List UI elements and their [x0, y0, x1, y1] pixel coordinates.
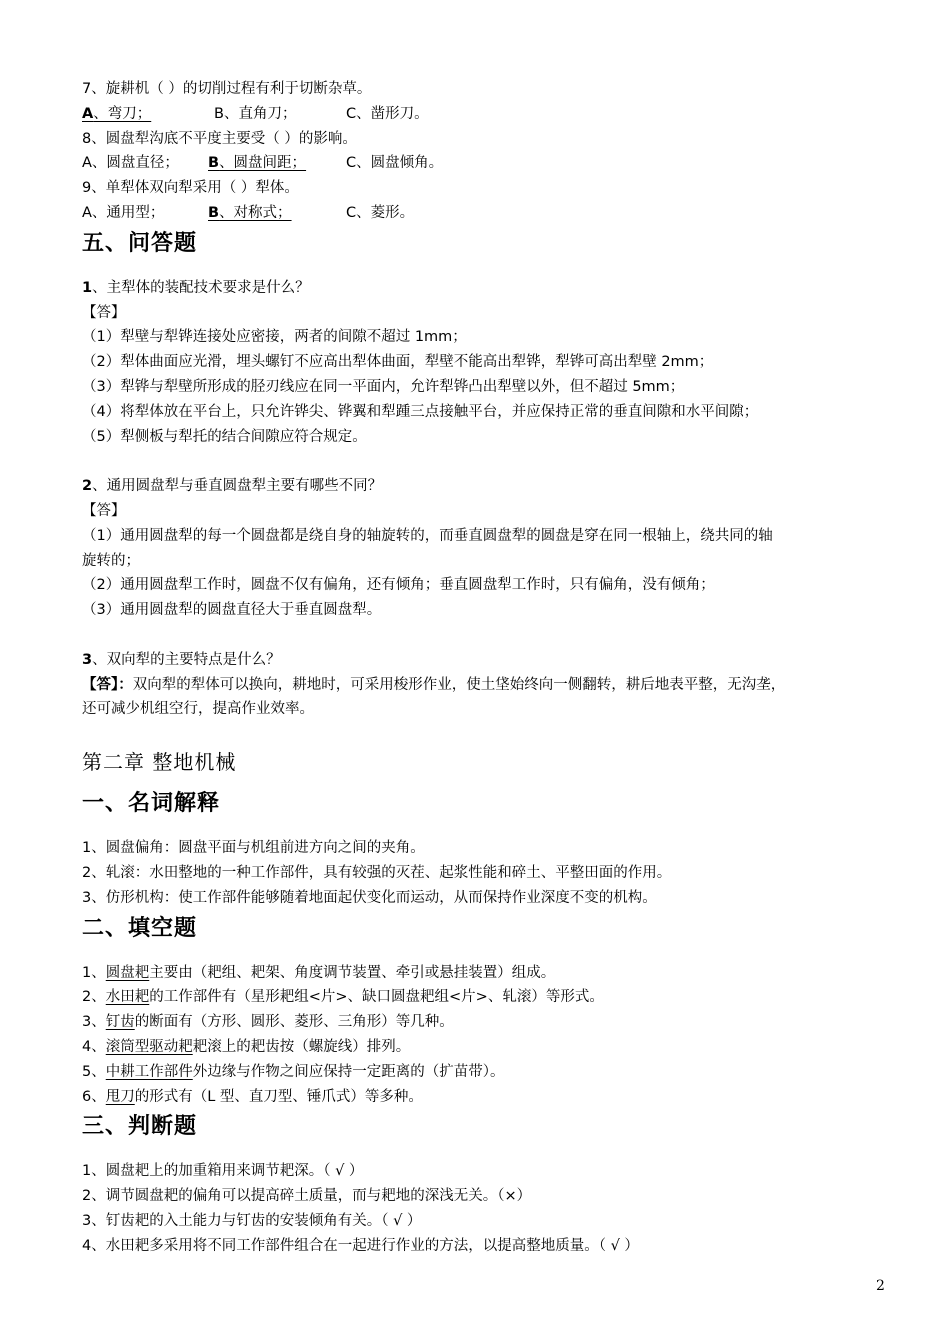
qa-answer-1-item: （3）犁铧与犁壁所形成的胫刃线应在同一平面内，允许犁铧凸出犁壁以外，但不超过 5mm；: [82, 378, 685, 395]
qa-question-2: 2、通用圆盘犁与垂直圆盘犁主要有哪些不同？: [82, 478, 383, 495]
term-item: 2、轧滚：水田整地的一种工作部件，具有较强的灭茬、起浆性能和碎土、平整田面的作用。: [82, 864, 672, 881]
judge-item: 3、钉齿耙的入土能力与钉齿的安装倾角有关。（ √ ）: [82, 1212, 422, 1229]
qa-question-3: 3、双向犁的主要特点是什么？: [82, 651, 281, 668]
judge-item: 4、水田耙多采用将不同工作部件组合在一起进行作业的方法，以提高整地质量。（ √ ）: [82, 1237, 639, 1254]
qa-answer-2-item: （1）通用圆盘犁的每一个圆盘都是绕自身的轴旋转的，而垂直圆盘犁的圆盘是穿在同一根轴上，绕共同的轴: [82, 527, 773, 544]
q8-stem: 8、圆盘犁沟底不平度主要受（ ）的影响。: [82, 130, 357, 147]
q9-option-a: A、通用型；: [82, 204, 165, 221]
term-item: 3、仿形机构：使工作部件能够随着地面起伏变化而运动，从而保持作业深度不变的机构。: [82, 889, 657, 906]
q7-option-a: A、弯刀；: [82, 105, 152, 122]
qa-answer-1-item: （4）将犁体放在平台上，只允许铧尖、铧翼和犁踵三点接触平台，并应保持正常的垂直间隙和水平间隙；: [82, 403, 759, 420]
q8-option-b: B、圆盘间距；: [208, 155, 307, 172]
section-heading-fill: 二、填空题: [82, 915, 198, 941]
section-heading-terms: 一、名词解释: [82, 791, 221, 817]
section-heading-qa: 五、问答题: [82, 230, 198, 256]
q9-option-b: B、对称式；: [208, 204, 292, 221]
section-heading-judge: 三、判断题: [82, 1114, 198, 1140]
term-item: 1、圆盘偏角：圆盘平面与机组前进方向之间的夹角。: [82, 840, 425, 857]
q7-stem: 7、旋耕机（ ）的切削过程有利于切断杂草。: [82, 81, 372, 97]
fill-item: 4、滚筒型驱动耙耙滚上的耙齿按（螺旋线）排列。: [82, 1038, 411, 1055]
q8-option-c: C、圆盘倾角。: [346, 155, 444, 172]
qa-answer-label-2: 【答】: [82, 502, 126, 519]
fill-item: 5、中耕工作部件外边缘与作物之间应保持一定距离的（扩苗带）。: [82, 1063, 505, 1080]
fill-item: 1、圆盘耙主要由（耙组、耙架、角度调节装置、牵引或悬挂装置）组成。: [82, 964, 556, 981]
q9-stem: 9、单犁体双向犁采用（ ）犁体。: [82, 180, 299, 197]
qa-answer-1-item: （1）犁壁与犁铧连接处应密接，两者的间隙不超过 1mm；: [82, 329, 467, 346]
qa-answer-3-cont: 还可减少机组空行，提高作业效率。: [82, 701, 314, 718]
q7-options: [82, 102, 902, 127]
qa-answer-2-item-cont: 旋转的；: [82, 552, 140, 569]
q7-option-b: B、直角刀；: [214, 105, 297, 122]
qa-answer-3: 【答】：双向犁的犁体可以换向，耕地时，可采用梭形作业，使土垡始终向一侧翻转，耕后地表平整，无沟垄，: [82, 676, 786, 693]
qa-answer-2-item: （2）通用圆盘犁工作时，圆盘不仅有偏角，还有倾角；垂直圆盘犁工作时，只有偏角，没有倾角；: [82, 577, 715, 594]
qa-answer-1-item: （5）犁侧板与犁托的结合间隙应符合规定。: [82, 428, 367, 445]
fill-item: 2、水田耙的工作部件有（星形耙组<片>、缺口圆盘耙组<片>、轧滚）等形式。: [82, 989, 604, 1006]
q8-options: [82, 151, 902, 176]
qa-question-1: 1、主犁体的装配技术要求是什么？: [82, 279, 310, 296]
chapter-title: 第二章 整地机械: [82, 750, 237, 775]
qa-answer-2-item: （3）通用圆盘犁的圆盘直径大于垂直圆盘犁。: [82, 602, 382, 619]
judge-item: 1、圆盘耙上的加重箱用来调节耙深。（ √ ）: [82, 1163, 364, 1180]
q8-option-a: A、圆盘直径；: [82, 155, 179, 172]
judge-item: 2、调节圆盘耙的偏角可以提高碎土质量，而与耙地的深浅无关。（×）: [82, 1188, 532, 1205]
fill-item: 6、甩刀的形式有（L 型、直刀型、锤爪式）等多种。: [82, 1088, 423, 1105]
qa-answer-label-1: 【答】: [82, 304, 126, 321]
document-page: [82, 77, 902, 1258]
q9-options: [82, 201, 902, 226]
q7-option-c: C、凿形刀。: [346, 105, 429, 122]
page-number: 2: [876, 1278, 885, 1294]
fill-item: 3、钉齿的断面有（方形、圆形、菱形、三角形）等几种。: [82, 1014, 454, 1031]
q9-option-c: C、菱形。: [346, 204, 415, 221]
qa-answer-1-item: （2）犁体曲面应光滑，埋头螺钉不应高出犁体曲面，犁壁不能高出犁铧，犁铧可高出犁壁 2mm；: [82, 354, 714, 371]
